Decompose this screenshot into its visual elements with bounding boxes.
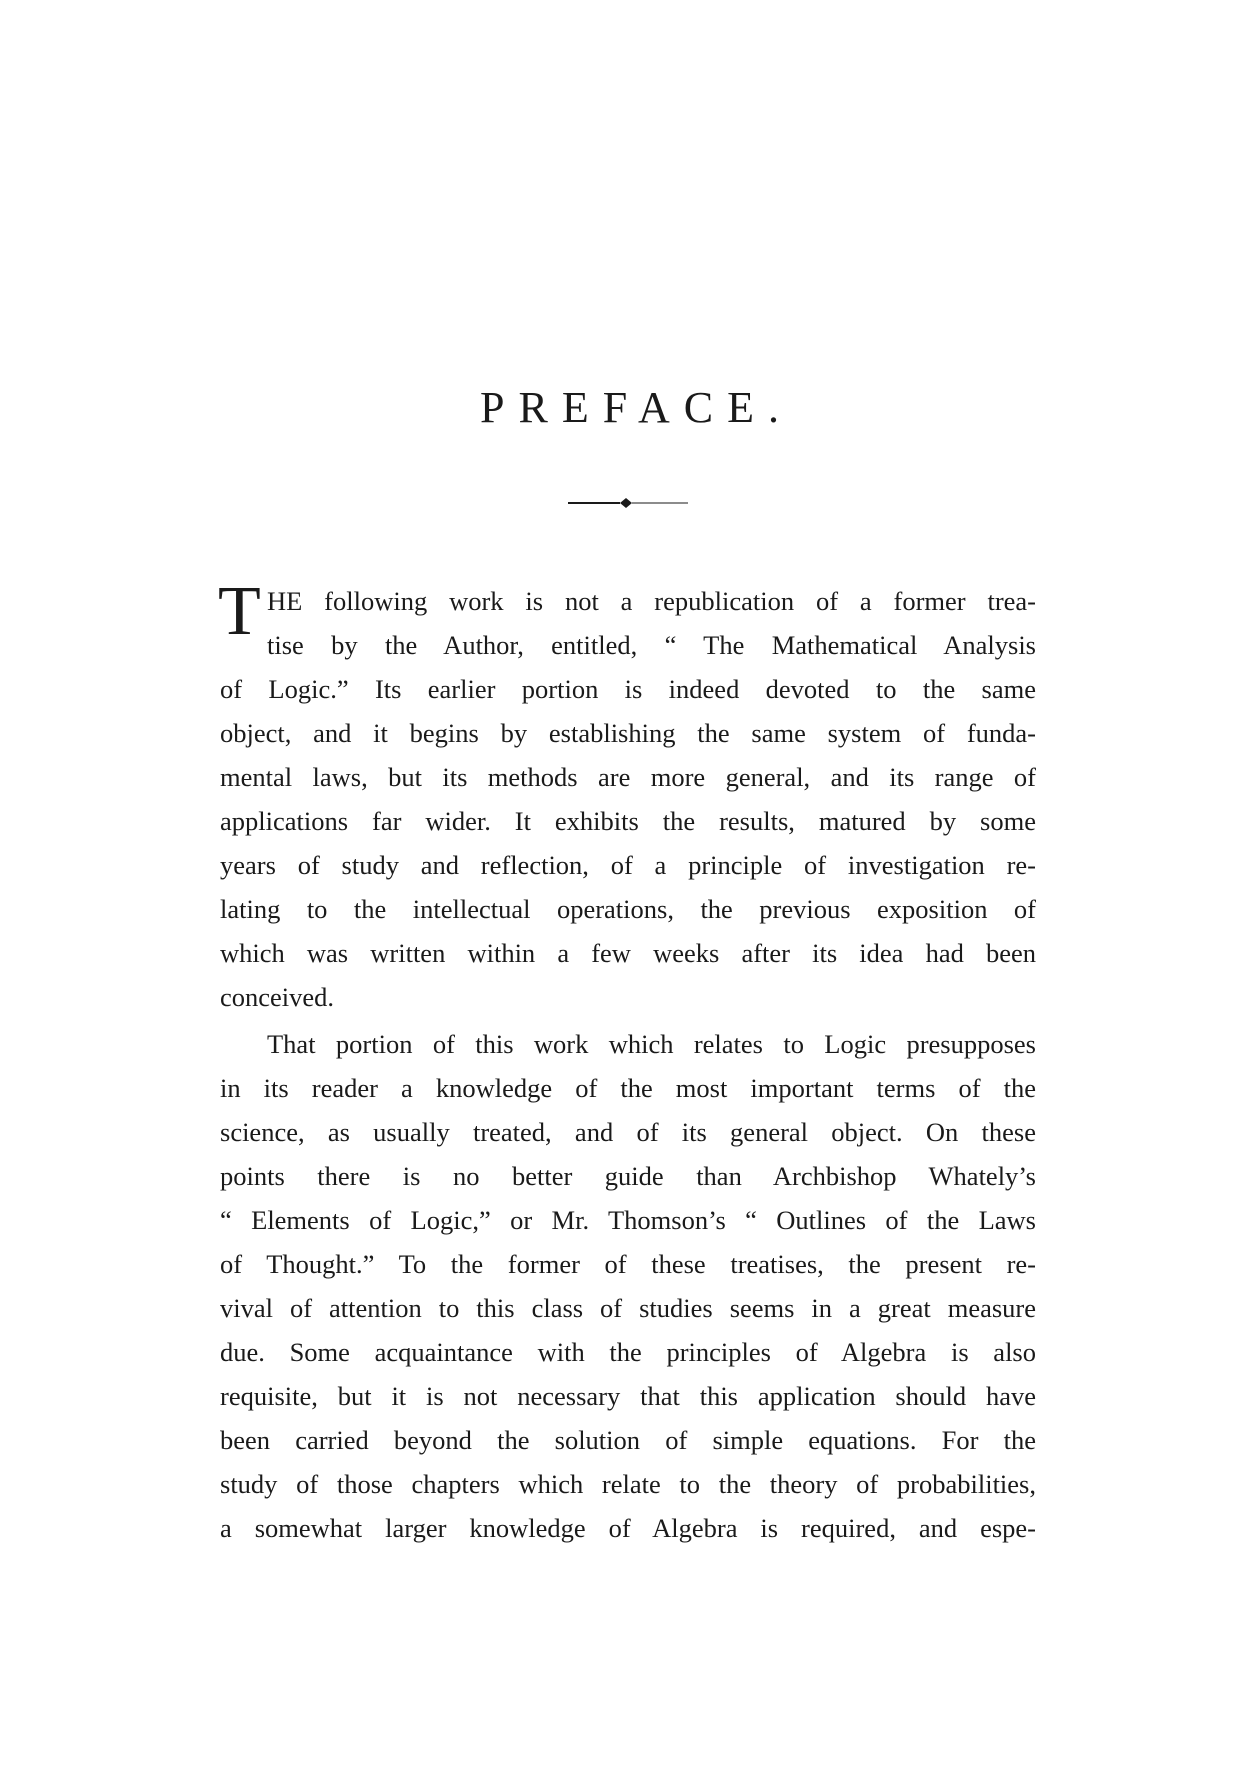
text-line: “ Elements of Logic,” or Mr. Thomson’s “ Outlines of the Laws [220,1205,1036,1235]
text-line: mental laws, but its methods are more general, and its range of [220,762,1036,792]
text-line: points there is no better guide than Archbishop Whately’s [220,1161,1036,1191]
text-line: conceived. [220,982,335,1012]
text-line: science, as usually treated, and of its general object. On these [220,1117,1036,1147]
paragraph-1 [218,573,1036,1019]
text-line: of Logic.” Its earlier portion is indeed devoted to the same [220,674,1036,704]
text-line: in its reader a knowledge of the most important terms of the [220,1073,1036,1103]
preface-text [218,573,1036,1550]
text-line: HE following work is not a republication of a former trea- [267,586,1036,616]
divider-ornament [568,497,688,509]
text-line: a somewhat larger knowledge of Algebra is required, and espe- [220,1513,1036,1543]
text-line: vival of attention to this class of studies seems in a great measure [220,1293,1036,1323]
text-line: due. Some acquaintance with the principles of Algebra is also [220,1337,1036,1367]
text-line: been carried beyond the solution of simple equations. For the [220,1425,1036,1455]
page-title: PREFACE. [480,383,793,432]
text-line: which was written within a few weeks after its idea had been [220,938,1036,968]
text-line: requisite, but it is not necessary that this application should have [220,1381,1036,1411]
text-line: applications far wider. It exhibits the results, matured by some [220,806,1036,836]
text-line: study of those chapters which relate to the theory of probabilities, [220,1469,1036,1499]
text-line: object, and it begins by establishing the same system of funda- [220,718,1036,748]
text-line: That portion of this work which relates to Logic presupposes [267,1029,1036,1059]
text-line: of Thought.” To the former of these treatises, the present re- [220,1249,1036,1279]
paragraph-2 [220,1022,1036,1550]
text-line: years of study and reflection, of a principle of investigation re- [220,850,1036,880]
drop-cap: T [218,573,261,650]
text-line: tise by the Author, entitled, “ The Mathematical Analysis [267,630,1036,660]
text-line: lating to the intellectual operations, the previous exposition of [220,894,1036,924]
